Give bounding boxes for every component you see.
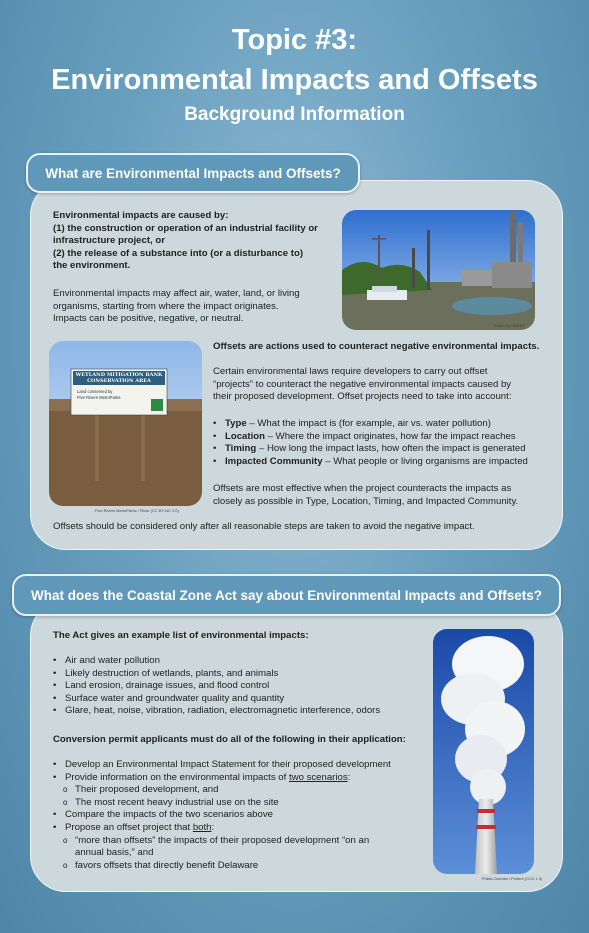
sign-title [73,372,165,384]
sign-title-line: WETLAND MITIGATION BANK [75,372,163,378]
factor-term: Type [225,418,247,429]
affect-line: Impacts can be positive, negative, or neutral. [53,313,244,325]
sign-body [77,389,147,401]
step-text: : [347,771,351,783]
sign-title-line: CONSERVATION AREA [87,378,151,384]
offsets-effective [213,483,548,508]
caused-by-line: infrastructure project, or [53,235,165,247]
offset-factors-list [213,418,548,468]
offsets-body-line: their proposed development. Offset projects need to take into account: [213,391,512,403]
photo-credit: Public Domain / Pxhere (CC0 1.0) [482,876,543,881]
step-text: : [211,821,215,833]
permit-heading: Conversion permit applicants must do all of the following in their application: [53,734,406,745]
caused-by-block [53,210,343,273]
sub-list-item [53,835,423,860]
factor-term: Location [225,430,265,442]
list-item: • Land erosion, drainage issues, and flood control [53,680,423,693]
act-heading: The Act gives an example list of environmental impacts: [53,630,309,641]
list-item [213,418,548,431]
list-item [213,443,548,456]
list-item: • Glare, heat, noise, vibration, radiation, electromagnetic interference, odors [53,705,423,718]
sub-list-item: o Their proposed development, and [53,784,423,797]
step-text: Provide information on the environmental impacts of [65,771,289,783]
list-item [213,431,548,444]
list-item: • Surface water and groundwater quality and quantity [53,693,423,706]
factor-text: – What the impact is (for example, air vs. water pollution) [246,418,491,429]
effective-line: Offsets are most effective when the project counteracts the impacts as [213,483,512,494]
section-impacts-offsets-tab: What are Environmental Impacts and Offsets? [26,153,360,193]
section-coastal-zone-act-tab: What does the Coastal Zone Act say about Environmental Impacts and Offsets? [12,574,561,616]
sign-body-line: Five Rivers MetroParks [77,395,121,400]
sign-body-line: Land conserved by [77,389,113,394]
factor-text: – How long the impact lasts, how often the impact is generated [256,443,526,455]
list-item [53,822,423,835]
smokestack-photo [433,629,534,874]
offsets-body-line: Certain environmental laws require developers to carry out offset [213,366,488,377]
caused-by-line: Environmental impacts are caused by: [53,210,229,221]
offsets-body [213,366,543,404]
list-item: • Compare the impacts of the two scenarios above [53,809,423,822]
list-item: • Air and water pollution [53,655,423,668]
sub-list-item: o favors offsets that directly benefit Delaware [53,860,423,873]
page-title: Environmental Impacts and Offsets [51,64,538,96]
affect-line: organisms, starting from where the impact originates. [53,300,279,312]
affect-line: Environmental impacts may affect air, water, land, or living [53,288,300,299]
effective-line: closely as possible in Type, Location, Timing, and Impacted Community. [213,495,519,507]
caused-by-line: the environment. [53,260,131,272]
step-emphasis: two scenarios [288,771,348,783]
step-emphasis: both [192,821,212,833]
list-item [53,772,423,785]
sub-list-line: o “more than offsets” the impacts of their proposed development “on an [75,834,370,846]
photo-credit: Photo by DNREC [494,323,526,328]
industrial-site-photo [342,210,535,330]
step-text: Propose an offset project that [65,821,193,833]
sub-list-line: annual basis,” and [75,847,154,859]
page-title-topic: Topic #3: [231,24,358,56]
list-item: • Likely destruction of wetlands, plants, and animals [53,668,423,681]
factor-term: Impacted Community [225,455,323,467]
list-item [213,456,548,469]
page-subtitle: Background Information [184,104,405,125]
factor-term: Timing [225,443,257,455]
offsets-final-note: Offsets should be considered only after all reasonable steps are taken to avoid the negative impact. [53,521,475,532]
factor-text: – Where the impact originates, how far the impact reaches [264,430,516,442]
wetland-sign-photo [49,341,202,506]
permit-steps-list [53,759,423,872]
caused-by-line: (1) the construction or operation of an industrial facility or [53,222,318,234]
caused-by-line: (2) the release of a substance into (or a disturbance to) [53,247,304,259]
impacts-list [53,655,423,718]
sub-list-item: o The most recent heavy industrial use on the site [53,797,423,810]
offsets-body-line: “projects” to counteract the negative environmental impacts caused by [213,378,512,390]
list-item: • Develop an Environmental Impact Statement for their proposed development [53,759,423,772]
affect-block [53,288,343,326]
offsets-heading: Offsets are actions used to counteract negative environmental impacts. [213,341,540,352]
factor-text: – What people or living organisms are impacted [322,455,528,467]
photo-credit: Five Rivers MetroParks / Flickr (CC BY-NC 2.0) [95,508,179,513]
